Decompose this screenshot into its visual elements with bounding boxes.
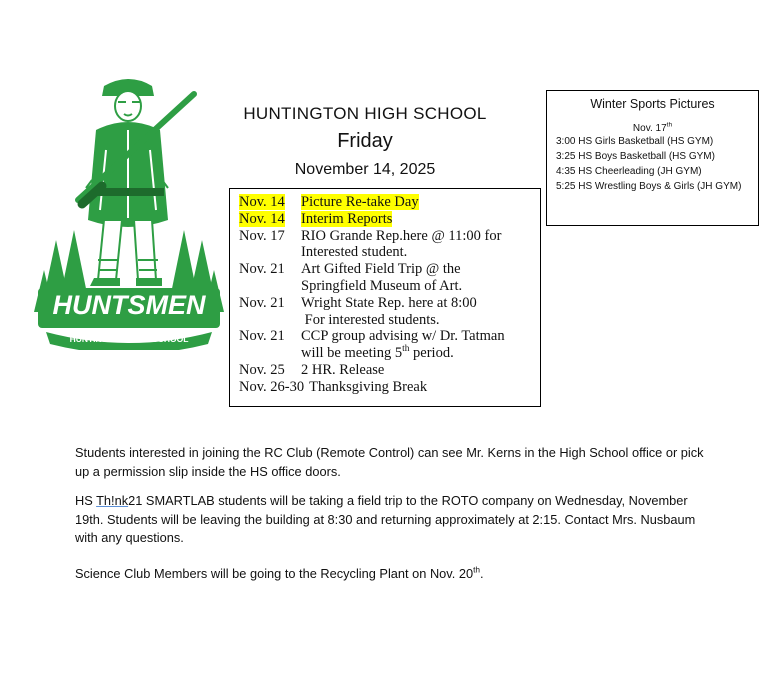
event-item	[239, 328, 540, 362]
event-text-cont: For interested students.	[301, 311, 440, 328]
event-date: Nov. 21	[239, 261, 285, 278]
superscript: th	[402, 344, 410, 355]
event-text: Thanksgiving Break	[309, 378, 428, 395]
event-text-cont: Interested student.	[301, 244, 408, 261]
huntsmen-logo	[34, 70, 224, 350]
event-text-cont: will be meeting 5	[301, 345, 403, 362]
event-item	[239, 261, 540, 295]
sports-line: 5:25 HS Wrestling Boys & Girls (JH GYM)	[556, 181, 742, 192]
sports-line: 3:00 HS Girls Basketball (HS GYM)	[556, 136, 714, 147]
events-box	[229, 188, 541, 407]
event-date: Nov. 14	[239, 210, 285, 227]
event-date: Nov. 21	[239, 328, 285, 345]
event-date: Nov. 21	[239, 294, 285, 311]
logo-name: HUNTSMEN	[52, 290, 206, 320]
event-item	[239, 362, 540, 379]
event-text: Interim Reports	[301, 210, 393, 227]
sports-line: 3:25 HS Boys Basketball (HS GYM)	[556, 151, 715, 162]
day-of-week: Friday	[337, 130, 393, 152]
event-item	[239, 211, 540, 228]
school-name: HUNTINGTON HIGH SCHOOL	[243, 104, 487, 123]
page-header	[230, 102, 500, 179]
rc-club-paragraph: Students interested in joining the RC Club (Remote Control) can see Mr. Kerns in the High School office or pick up a permission slip inside the HS office doors.	[75, 445, 704, 479]
page-date: November 14, 2025	[294, 161, 436, 178]
event-text: Art Gifted Field Trip @ the	[301, 261, 461, 278]
event-item	[239, 295, 540, 329]
event-text: Wright State Rep. here at 8:00	[301, 294, 477, 311]
event-date: Nov. 14	[239, 194, 285, 210]
sports-title: Winter Sports Pictures	[590, 97, 715, 111]
event-item	[239, 379, 540, 396]
event-text: RIO Grande Rep.here @ 11:00 for	[301, 227, 502, 244]
event-date: Nov. 17	[239, 227, 285, 244]
event-text: CCP group advising w/ Dr. Tatman	[301, 328, 505, 345]
sports-date: Nov. 17th	[632, 121, 673, 134]
event-text: Picture Re-take Day	[301, 194, 419, 210]
frontiersman-figure	[78, 79, 194, 286]
sports-line: 4:35 HS Cheerleading (JH GYM)	[556, 166, 702, 177]
sports-pictures-box	[546, 90, 759, 226]
event-item	[239, 228, 540, 262]
event-date: Nov. 26-30	[239, 378, 305, 395]
event-date: Nov. 25	[239, 361, 285, 378]
event-text: 2 HR. Release	[301, 361, 385, 378]
smartlab-paragraph: HS Th!nk21 SMARTLAB students will be taking a field trip to the ROTO company on Wednesday, November 19th. Students will be leaving the building at 8:30 and returning approximately at 2:15. Contact Mrs. Nusbaum with any questions.	[75, 493, 696, 545]
event-text-cont: Springfield Museum of Art.	[301, 277, 463, 294]
event-text-cont: period.	[409, 345, 454, 362]
science-club-paragraph: Science Club Members will be going to the Recycling Plant on Nov. 20th.	[75, 564, 484, 581]
event-item	[239, 194, 540, 211]
logo-subtitle: HUNTINGTON HIGH SCHOOL	[69, 334, 189, 344]
